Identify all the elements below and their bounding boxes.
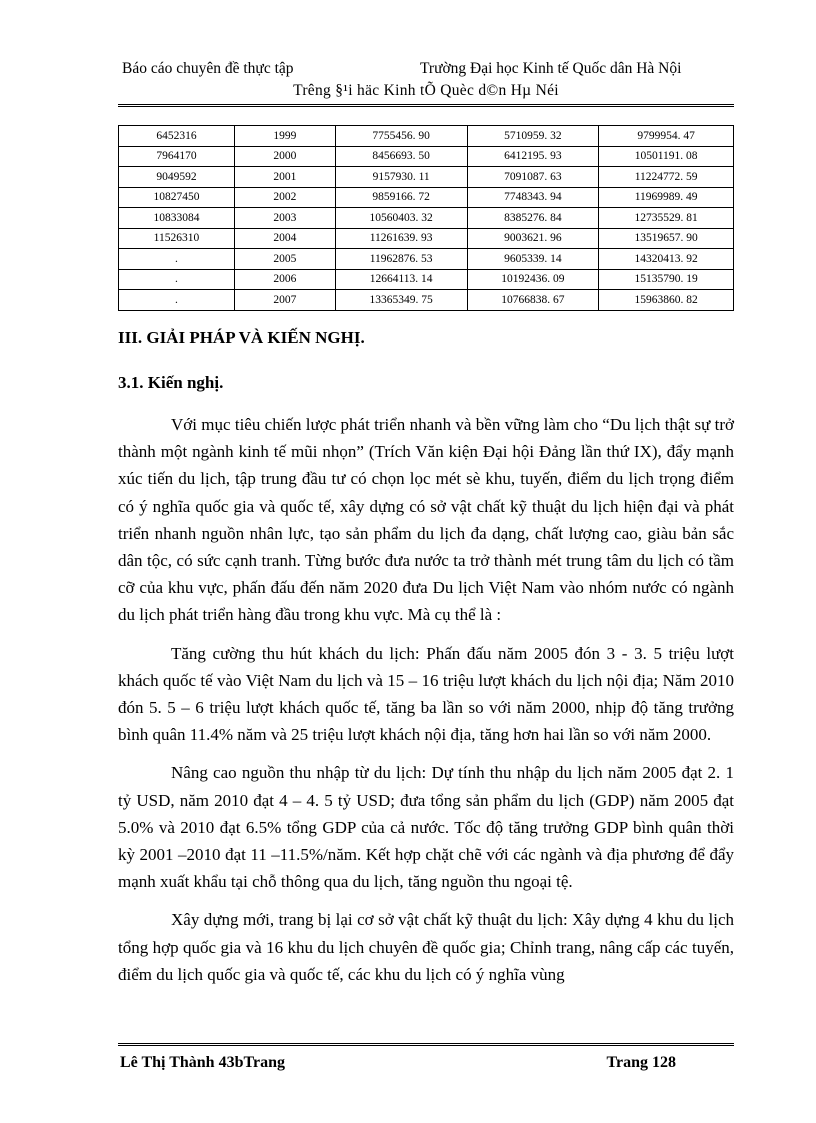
paragraph: Tăng cường thu hút khách du lịch: Phấn đấu năm 2005 đón 3 - 3. 5 triệu lượt khách quốc tế vào Việt Nam du lịch và 15 – 16 triệu lượt khách du lịch nội địa; Năm 2010 đón 5. 5 – 6 triệu lượt khách quốc tế, tăng ba lần so với năm 2000, nhịp độ tăng trưởng bình quân 11.4% năm và 25 triệu lượt khách nội địa, tăng hơn hai lần so với năm 2000. (118, 643, 734, 745)
table-cell: 6412195. 93 (467, 146, 599, 167)
table-cell: 12664113. 14 (335, 269, 467, 290)
paragraph: Xây dựng mới, trang bị lại cơ sở vật chất kỹ thuật du lịch: Xây dựng 4 khu du lịch tổng hợp quốc gia và 16 khu du lịch chuyên đề quốc gia; Chỉnh trang, nâng cấp các tuyến, điểm du lịch quốc gia và quốc tế, các khu du lịch có ý nghĩa vùng (118, 910, 734, 984)
table-cell: 10560403. 32 (335, 208, 467, 229)
subsection-title: 3.1. Kiến nghị. (118, 373, 224, 392)
table-cell: 13365349. 75 (335, 290, 467, 311)
table-cell: 2005 (234, 249, 335, 270)
main-content (118, 328, 734, 988)
table-cell: 8385276. 84 (467, 208, 599, 229)
table-cell: 6452316 (119, 126, 235, 147)
paragraph: Nâng cao nguồn thu nhập từ du lịch: Dự tính thu nhập du lịch năm 2005 đạt 2. 1 tỷ USD, năm 2010 đạt 4 – 4. 5 tỷ USD; đưa tổng sản phẩm du lịch (GDP) năm 2005 đạt 5.0% và 2010 đạt 6.5% tổng GDP của cả nước. Tốc độ tăng trưởng GDP bình quân thời kỳ 2001 –2010 đạt 11 –11.5%/năm. Kết hợp chặt chẽ với các ngành và địa phương để đẩy mạnh xuất khẩu tại chỗ thông qua du lịch, tăng nguồn thu ngoại tệ. (118, 763, 734, 892)
table-cell: 15963860. 82 (599, 290, 734, 311)
table-cell: 2000 (234, 146, 335, 167)
page-header (118, 60, 734, 107)
table-cell: 7748343. 94 (467, 187, 599, 208)
table-cell: 5710959. 32 (467, 126, 599, 147)
header-report-title: Báo cáo chuyên đề thực tập (122, 60, 294, 77)
section-title: III. GIẢI PHÁP VÀ KIẾN NGHỊ. (118, 328, 365, 347)
table-cell: 8456693. 50 (335, 146, 467, 167)
table-cell: 11962876. 53 (335, 249, 467, 270)
table-cell: 9859166. 72 (335, 187, 467, 208)
table-cell: 10833084 (119, 208, 235, 229)
table-cell: 7755456. 90 (335, 126, 467, 147)
header-subtitle: Trêng §¹i häc Kinh tÕ Quèc d©n Hµ Néi (293, 82, 559, 99)
table-cell: 7091087. 63 (467, 167, 599, 188)
table-cell: 2002 (234, 187, 335, 208)
table-cell: 7964170 (119, 146, 235, 167)
table-cell: 12735529. 81 (599, 208, 734, 229)
table-cell: 11261639. 93 (335, 228, 467, 249)
table-cell: 13519657. 90 (599, 228, 734, 249)
table-cell: . (119, 249, 235, 270)
table-cell: . (119, 269, 235, 290)
table-row (119, 290, 734, 311)
table-cell: 10766838. 67 (467, 290, 599, 311)
table-cell: 9049592 (119, 167, 235, 188)
table-row (119, 208, 734, 229)
table-cell: 2006 (234, 269, 335, 290)
header-divider (118, 104, 734, 107)
table-cell: 10827450 (119, 187, 235, 208)
table-cell: 9003621. 96 (467, 228, 599, 249)
footer-author: Lê Thị Thành 43bTrang (120, 1054, 285, 1071)
table-cell: 9799954. 47 (599, 126, 734, 147)
paragraph: Với mục tiêu chiến lược phát triển nhanh và bền vững làm cho “Du lịch thật sự trở thành một ngành kinh tế mũi nhọn” (Trích Văn kiện Đại hội Đảng lần thứ IX), đẩy mạnh xúc tiến du lịch, tập trung đầu tư có chọn lọc mét sè khu, tuyến, điểm du lịch trọng điểm có ý nghĩa quốc gia và quốc tế, xây dựng có sở vật chất kỹ thuật du lịch hiện đại và phát triển nhanh nguồn nhân lực, tạo sản phẩm du lịch đa dạng, chất lượng cao, giàu bản sắc dân tộc, có sức cạnh tranh. Từng bước đưa nước ta trở thành mét trung tâm du lịch có tầm cỡ của khu vực, phấn đấu đến năm 2020 đưa Du lịch Việt Nam vào nhóm nước có ngành du lịch phát triển hàng đầu trong khu vực. Mà cụ thể là : (118, 415, 734, 625)
table-row (119, 249, 734, 270)
footer-divider (118, 1043, 734, 1046)
page-footer (118, 1043, 734, 1076)
table-cell: 10501191. 08 (599, 146, 734, 167)
table-row (119, 167, 734, 188)
table-cell: 9605339. 14 (467, 249, 599, 270)
table-cell: 2001 (234, 167, 335, 188)
table-row (119, 126, 734, 147)
table-cell: 11526310 (119, 228, 235, 249)
table-row (119, 269, 734, 290)
table-cell: 14320413. 92 (599, 249, 734, 270)
table-cell: 11224772. 59 (599, 167, 734, 188)
table-row (119, 146, 734, 167)
header-university: Trường Đại học Kinh tế Quốc dân Hà Nội (420, 60, 682, 77)
table-cell: 9157930. 11 (335, 167, 467, 188)
table-cell: 11969989. 49 (599, 187, 734, 208)
table-row (119, 228, 734, 249)
table-cell: 2004 (234, 228, 335, 249)
table-cell: 2007 (234, 290, 335, 311)
table-cell: 15135790. 19 (599, 269, 734, 290)
table-row (119, 187, 734, 208)
table-cell: 10192436. 09 (467, 269, 599, 290)
page-number: Trang 128 (606, 1054, 676, 1071)
table-cell: 2003 (234, 208, 335, 229)
table-cell: 1999 (234, 126, 335, 147)
table-cell: . (119, 290, 235, 311)
data-table (118, 125, 734, 311)
